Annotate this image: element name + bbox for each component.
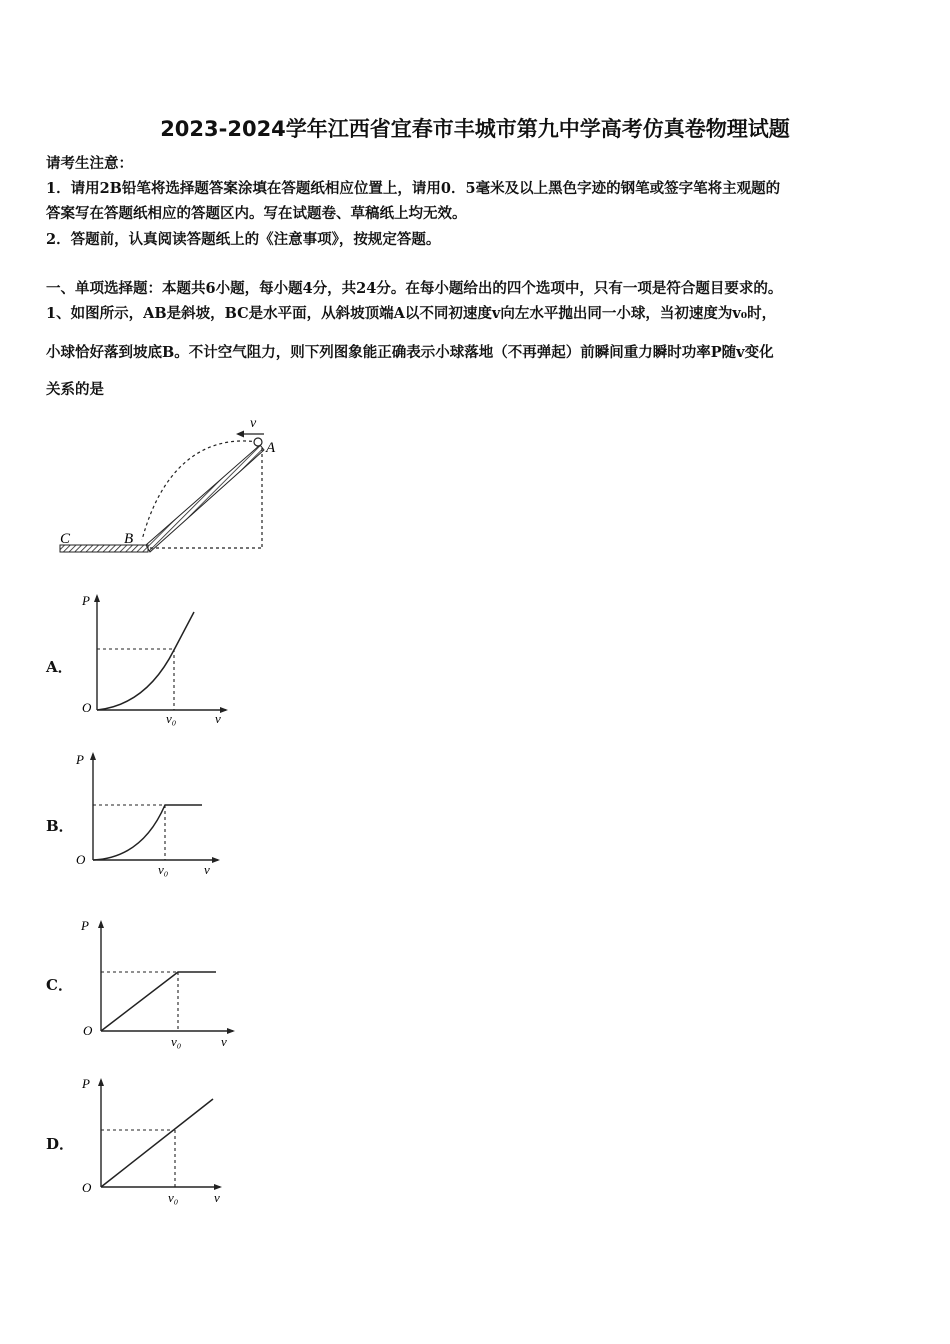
origin-label: O	[82, 700, 92, 715]
label-A: A	[266, 440, 276, 456]
y-axis-label: P	[82, 1076, 90, 1091]
option-d-graph[interactable]	[78, 1072, 238, 1212]
option-b-graph[interactable]	[72, 748, 232, 888]
v0-tick-label: v₀	[168, 1190, 179, 1205]
v0-tick-label: v₀	[158, 862, 169, 877]
label-v: v	[250, 416, 257, 431]
origin-label: O	[83, 1023, 93, 1038]
option-d-label[interactable]: D．	[46, 1135, 75, 1153]
y-axis-label: P	[76, 752, 84, 767]
option-c-label[interactable]: C．	[46, 976, 73, 994]
notice-item-1-line-1: 1．请用2B铅笔将选择题答案涂填在答题纸相应位置上，请用0．5毫米及以上黑色字迹的钢笔或签字笔将主观题的	[46, 180, 781, 197]
option-a-graph[interactable]	[76, 590, 236, 730]
notice-item-2: 2．答题前，认真阅读答题纸上的《注意事项》，按规定答题。	[46, 231, 441, 248]
y-axis-label: P	[81, 918, 89, 933]
notice-heading: 请考生注意：	[46, 155, 133, 172]
slope-figure	[50, 412, 290, 562]
ground-hatch	[60, 545, 148, 552]
slope-hatch	[146, 445, 264, 552]
x-axis-label: v	[204, 862, 210, 877]
section-heading: 一、单项选择题：本题共6小题，每小题4分，共24分。在每小题给出的四个选项中，只有一项是符合题目要求的。	[46, 280, 783, 297]
option-c-graph[interactable]	[78, 912, 238, 1052]
x-axis-label: v	[214, 1190, 220, 1205]
ball	[254, 438, 262, 446]
trajectory	[142, 441, 258, 540]
x-axis-label: v	[215, 711, 221, 726]
origin-label: O	[76, 852, 86, 867]
question-1-line-3: 关系的是	[46, 381, 104, 398]
label-B: B	[124, 531, 134, 547]
page-title: 2023-2024学年江西省宜春市丰城市第九中学高考仿真卷物理试题	[160, 117, 790, 141]
origin-label: O	[82, 1180, 92, 1195]
option-b-label[interactable]: B．	[46, 817, 74, 835]
notice-item-1-line-2: 答案写在答题纸相应的答题区内。写在试题卷、草稿纸上均无效。	[46, 205, 467, 222]
v0-tick-label: v₀	[171, 1034, 182, 1049]
option-a-label[interactable]: A．	[46, 658, 73, 676]
x-axis-label: v	[221, 1034, 227, 1049]
v0-tick-label: v₀	[166, 711, 177, 726]
label-C: C	[60, 531, 71, 547]
question-1-line-2: 小球恰好落到坡底B。不计空气阻力，则下列图象能正确表示小球落地（不再弹起）前瞬间重力瞬时功率P随v变化	[46, 344, 774, 361]
question-1-line-1: 1、如图所示，AB是斜坡，BC是水平面，从斜坡顶端A以不同初速度v向左水平抛出同一小球，当初速度为v₀时，	[46, 305, 777, 322]
y-axis-label: P	[82, 593, 90, 608]
